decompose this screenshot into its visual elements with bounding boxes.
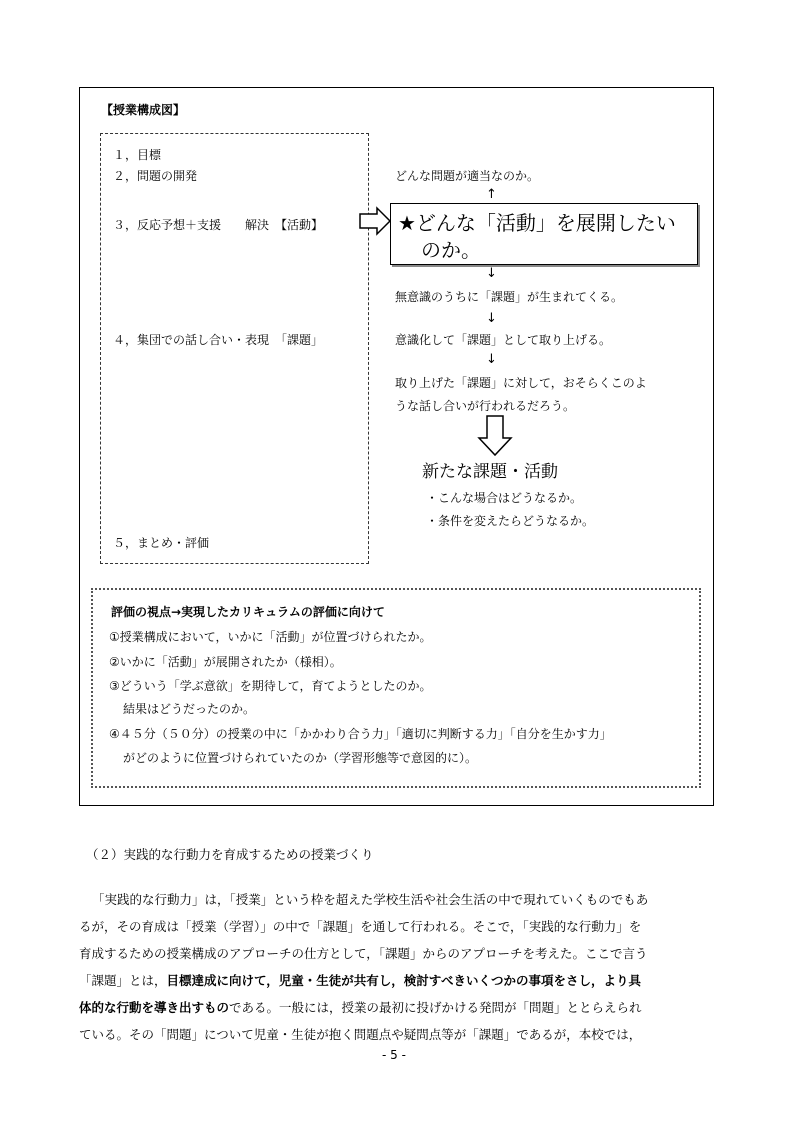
- paragraph-line: [79, 967, 719, 994]
- paragraph-text: である。一般には，授業の最初に投げかける発問が「問題」ととらえられ: [229, 1000, 642, 1015]
- arrow-up-icon: ↑: [486, 187, 497, 202]
- paragraph-line: ている。その「問題」について児童・生徒が抱く問題点や疑問点等が「課題」であるが，本校では，: [79, 1027, 642, 1042]
- flow-note-3: 意識化して「課題」として取り上げる。: [395, 333, 612, 347]
- flow-note-4a: 取り上げた「課題」に対して，おそらくこのよ: [395, 376, 647, 390]
- flow-note-4b: うな話し合いが行われるだろう。: [395, 399, 576, 413]
- evaluation-line: ①授業構成において，いかに「活動」が位置づけられたか。: [109, 630, 432, 644]
- paragraph-emphasis: 目標達成に向けて，児童・生徒が共有し，検討すべきいくつかの事項をさし，より具: [166, 973, 642, 988]
- arrow-down-icon: ↓: [486, 266, 497, 281]
- step-4: ４，集団での話し合い・表現 「課題」: [113, 333, 324, 347]
- new-item-2: ・条件を変えたらどうなるか。: [426, 514, 595, 528]
- page-number: - 5 -: [382, 1048, 406, 1062]
- step-2: ２，問題の開発: [113, 169, 198, 183]
- paragraph-line: 育成するための授業構成のアプローチの仕方として，「課題」からのアプローチを考えた。ここで言う: [79, 946, 648, 961]
- step-5: ５，まとめ・評価: [113, 536, 210, 550]
- right-arrow-icon: [357, 205, 393, 237]
- arrow-down-icon: ↓: [486, 352, 497, 367]
- down-arrow-icon: [476, 414, 514, 458]
- step-1: １，目標: [113, 148, 162, 162]
- steps-box: [100, 133, 369, 564]
- flow-note-2: 無意識のうちに「課題」が生まれてくる。: [395, 290, 624, 304]
- evaluation-line: ④４５分（５０分）の授業の中に「かかわり合う力」「適切に判断する力」「自分を生かす力」: [109, 727, 612, 741]
- star-line-1: ★どんな「活動」を展開したい: [398, 211, 676, 235]
- evaluation-line: ③どういう「学ぶ意欲」を期待して，育てようとしたのか。: [109, 679, 432, 693]
- paragraph-line: [79, 994, 719, 1021]
- evaluation-line: 結果はどうだったのか。: [123, 702, 256, 716]
- step-3: ３，反応予想＋支援 解決 【活動】: [113, 218, 324, 232]
- paragraph-line: るが，その育成は「授業（学習）」の中で「課題」を通して行われる。そこで，「実践的な行動力」を: [79, 919, 642, 934]
- flow-top-note: どんな問題が適当なのか。: [395, 169, 540, 183]
- new-item-1: ・こんな場合はどうなるか。: [426, 491, 583, 505]
- paragraph-text: 「課題」とは，: [79, 973, 167, 988]
- star-line-2: のか。: [421, 238, 481, 262]
- evaluation-title: 評価の視点→実現したカリキュラムの評価に向けて: [111, 605, 385, 619]
- paragraph-line: 「実践的な行動力」は，「授業」という枠を超えた学校生活や社会生活の中で現れていくものでもあ: [92, 892, 649, 907]
- paragraph-emphasis: 体的な行動を導き出すもの: [79, 1000, 230, 1015]
- evaluation-line: ②いかに「活動」が展開されたか（様相）。: [109, 655, 342, 669]
- figure-title: 【授業構成図】: [101, 103, 186, 117]
- evaluation-line: がどのように位置づけられていたのか（学習形態等で意図的に）。: [123, 751, 478, 765]
- paragraph: [79, 886, 719, 1048]
- arrow-down-icon: ↓: [486, 311, 497, 326]
- section-heading: （２）実践的な行動力を育成するための授業づくり: [86, 847, 374, 862]
- new-task-title: 新たな課題・活動: [422, 462, 558, 482]
